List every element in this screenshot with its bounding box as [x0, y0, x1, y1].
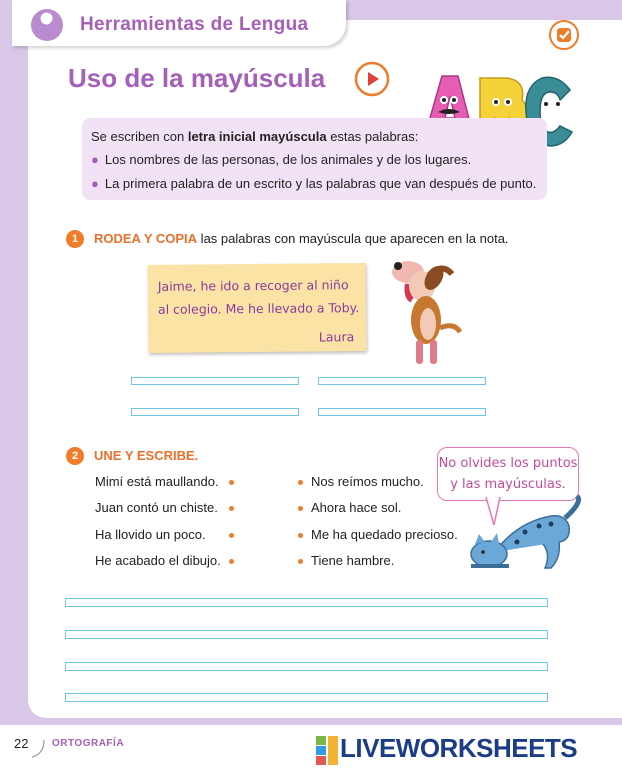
bubble-text: No olvides los puntos	[438, 456, 578, 471]
rule-intro: Se escriben con letra inicial mayúscula estas palabras:	[91, 129, 419, 144]
cat-illustration	[465, 492, 585, 574]
match-left-item: Ha llovido un poco.	[95, 527, 206, 542]
match-dot[interactable]	[229, 480, 234, 485]
answer-line[interactable]	[131, 377, 299, 385]
match-dot[interactable]	[298, 506, 303, 511]
page-number: 22	[14, 736, 29, 751]
rule-item: ● La primera palabra de un escrito y las palabras que van después de punto.	[91, 176, 537, 191]
exercise-number: 1	[66, 230, 84, 248]
wrench-icon	[30, 8, 64, 42]
sticky-note[interactable]	[148, 263, 367, 353]
section-tab	[12, 0, 346, 46]
match-dot[interactable]	[298, 559, 303, 564]
match-dot[interactable]	[229, 559, 234, 564]
match-right-item: Nos reímos mucho.	[311, 474, 424, 489]
match-dot[interactable]	[298, 480, 303, 485]
match-dot[interactable]	[229, 533, 234, 538]
answer-line[interactable]	[131, 408, 299, 416]
answer-line[interactable]	[65, 598, 548, 607]
match-right-item: Tiene hambre.	[311, 553, 395, 568]
bubble-text: y las mayúsculas.	[450, 477, 566, 492]
footer-section: ORTOGRAFÍA	[52, 738, 125, 749]
match-left-item: He acabado el dibujo.	[95, 553, 221, 568]
lesson-title: Uso de la mayúscula	[68, 63, 326, 93]
section-title: Herramientas de Lengua	[80, 14, 309, 35]
rule-box	[82, 118, 547, 200]
exercise2-instruction: UNE Y ESCRIBE.	[94, 448, 199, 463]
match-right-item: Me ha quedado precioso.	[311, 527, 458, 542]
page-curve-icon	[32, 740, 46, 758]
match-dot[interactable]	[229, 506, 234, 511]
answer-line[interactable]	[65, 630, 548, 639]
answer-line[interactable]	[65, 662, 548, 671]
rule-item: ● Los nombres de las personas, de los animales y de los lugares.	[91, 152, 472, 167]
answer-line[interactable]	[318, 377, 486, 385]
liveworksheets-logo-icon	[316, 736, 338, 766]
answer-line[interactable]	[65, 693, 548, 702]
note-line[interactable]: al colegio. Me he llevado a Toby.	[157, 300, 360, 317]
exercise1-instruction: RODEA Y COPIA las palabras con mayúscula que aparecen en la nota.	[94, 231, 509, 246]
dog-illustration	[388, 256, 468, 368]
note-line[interactable]: Jaime, he ido a recoger al niño	[157, 277, 349, 294]
checklist-icon	[549, 20, 579, 50]
answer-line[interactable]	[318, 408, 486, 416]
match-left-item: Juan contó un chiste.	[95, 500, 218, 515]
match-right-item: Ahora hace sol.	[311, 500, 402, 515]
note-signature[interactable]: Laura	[318, 329, 355, 345]
play-audio-icon[interactable]	[354, 61, 390, 97]
exercise-number: 2	[66, 447, 84, 465]
liveworksheets-brand: LIVEWORKSHEETS	[340, 733, 578, 763]
match-dot[interactable]	[298, 533, 303, 538]
match-left-item: Mimí está maullando.	[95, 474, 219, 489]
